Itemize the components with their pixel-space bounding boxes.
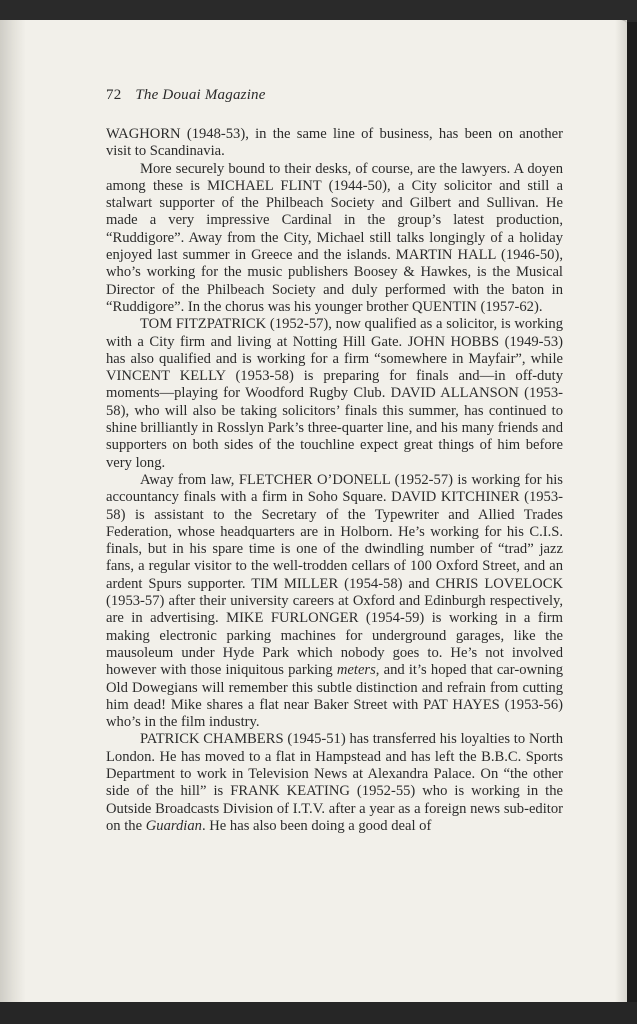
running-header xyxy=(106,87,266,104)
text-run: , and it’s hoped that car-owning Old Dowegians will remember this subtle distinction and refrain from cutting him dead! Mike shares a flat near Baker Street with PAT HAYES (1953-56) who’s in the film industry. xyxy=(106,662,563,731)
article-body xyxy=(106,126,563,835)
text-run: More securely bound to their desks, of course, are the lawyers. A doyen among these is MICHAEL FLINT (1944-50), a City solicitor and still a stalwart supporter of the Philbeach Society and Gilbert and Sullivan. He made a very impressive Cardinal in the group’s latest production, “Ruddigore”. Away from the City, Michael still talks longingly of a holiday enjoyed last summer in Greece and the islands. MARTIN HALL (1946-50), who’s working for the music publishers Boosey & Hawkes, is the Musical Director of the Philbeach Society and duly performed with the baton in “Ruddigore”. In the chorus was his younger brother QUENTIN (1957-62). xyxy=(106,160,563,315)
paragraph xyxy=(106,472,563,731)
text-run: PATRICK CHAMBERS (1945-51) has transferred his loyalties to North London. He has moved to a flat in Hampstead and has left the B.B.C. Sports Department to work in Television News at Alexandra Palace. On “the other side of the hill” is FRANK KEATING (1952-55) who is working in the Outside Broadcasts Division of I.T.V. after a year as a foreign news sub-editor on the xyxy=(106,731,563,834)
scan-bottom-border xyxy=(0,1002,637,1024)
paragraph xyxy=(106,161,563,317)
publication-title: The Douai Magazine xyxy=(135,87,266,103)
page-edge-shadow xyxy=(615,20,627,1004)
scan-top-border xyxy=(0,0,637,22)
text-run: WAGHORN (1948-53), in the same line of business, has been on another visit to Scandinavia. xyxy=(106,126,563,160)
text-run: TOM FITZPATRICK (1952-57), now qualified as a solicitor, is working with a City firm and living at Notting Hill Gate. JOHN HOBBS (1949-53) has also qualified and is working for a firm “somewhere in Mayfair”, while VINCENT KELLY (1953-58) is preparing for finals and—in off-duty moments—playing for Woodford Rugby Club. DAVID ALLANSON (1953-58), who will also be taking solicitors’ finals this summer, has continued to shine brilliantly in Rosslyn Park’s three-quarter line, and his many friends and supporters on both sides of the touchline expect great things of him before very long. xyxy=(106,316,563,471)
paragraph xyxy=(106,126,563,161)
italic-text: Guardian xyxy=(145,817,202,834)
italic-text: meters xyxy=(336,662,376,679)
text-run: . He has also been doing a good deal of xyxy=(201,817,432,834)
page-number: 72 xyxy=(106,87,122,103)
paragraph xyxy=(106,731,563,835)
page-gutter-shadow xyxy=(0,20,26,1004)
paragraph xyxy=(106,316,563,472)
text-run: Away from law, FLETCHER O’DONELL (1952-57) is working for his accountancy finals with a firm in Soho Square. DAVID KITCHINER (1953-58) is assistant to the Secretary of the Typewriter and Allied Trades Federation, whose headquarters are in Holborn. He’s working for his C.I.S. finals, but in his spare time is one of the dwindling number of “trad” jazz fans, a regular visitor to the well-trodden cellars of 100 Oxford Street, and an ardent Spurs supporter. TIM MILLER (1954-58) and CHRIS LOVELOCK (1953-57) after their university careers at Oxford and Edinburgh respectively, are in advertising. MIKE FURLONGER (1954-59) is working in a firm making electronic parking machines for underground garages, like the mausoleum under Hyde Park which nobody goes to. He’s not involved however with those iniquitous parking xyxy=(106,471,563,679)
